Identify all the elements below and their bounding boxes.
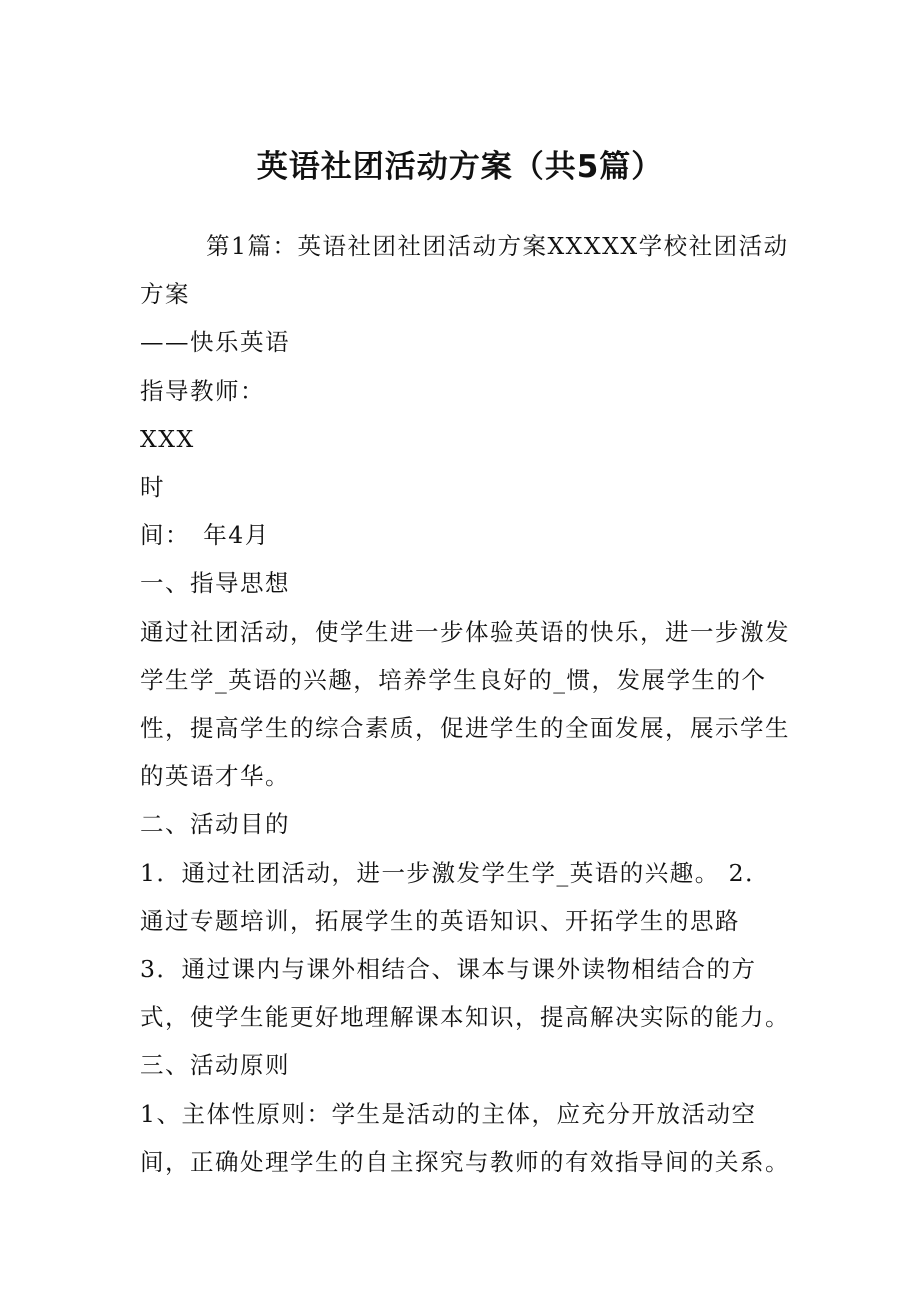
paragraph-section-heading: 第1篇：英语社团社团活动方案XXXXX学校社团活动方案: [140, 232, 789, 309]
paragraph-purpose-3: 3．通过课内与课外相结合、课本与课外读物相结合的方式，使学生能更好地理解课本知识，提高解决实际的能力。: [140, 955, 790, 1032]
heading-guiding-thought: 一、指导思想: [140, 569, 290, 598]
document-body: [140, 222, 790, 1186]
paragraph-instructor-label: 指导教师：: [140, 376, 265, 405]
paragraph-subtitle: ——快乐英语: [140, 328, 290, 357]
heading-activity-purpose: 二、活动目的: [140, 810, 290, 839]
heading-activity-principles: 三、活动原则: [140, 1051, 290, 1080]
paragraph-time-value: 间： 年4月: [140, 521, 270, 550]
paragraph-instructor-name: XXX: [140, 424, 195, 453]
document-title: 英语社团活动方案（共5篇）: [256, 149, 664, 185]
paragraph-purpose-1-2: 1．通过社团活动，进一步激发学生学_英语的兴趣。 2．通过专题培训，拓展学生的英语知识、开拓学生的思路: [140, 858, 771, 935]
paragraph-time-label: 时: [140, 473, 165, 502]
paragraph-guiding-thought: 通过社团活动，使学生进一步体验英语的快乐，进一步激发学生学_英语的兴趣，培养学生良好的_惯，发展学生的个性，提高学生的综合素质，促进学生的全面发展，展示学生的英语才华。: [140, 617, 790, 791]
paragraph-principle-1: 1、主体性原则：学生是活动的主体，应充分开放活动空间，正确处理学生的自主探究与教师的有效指导间的关系。: [140, 1099, 790, 1176]
